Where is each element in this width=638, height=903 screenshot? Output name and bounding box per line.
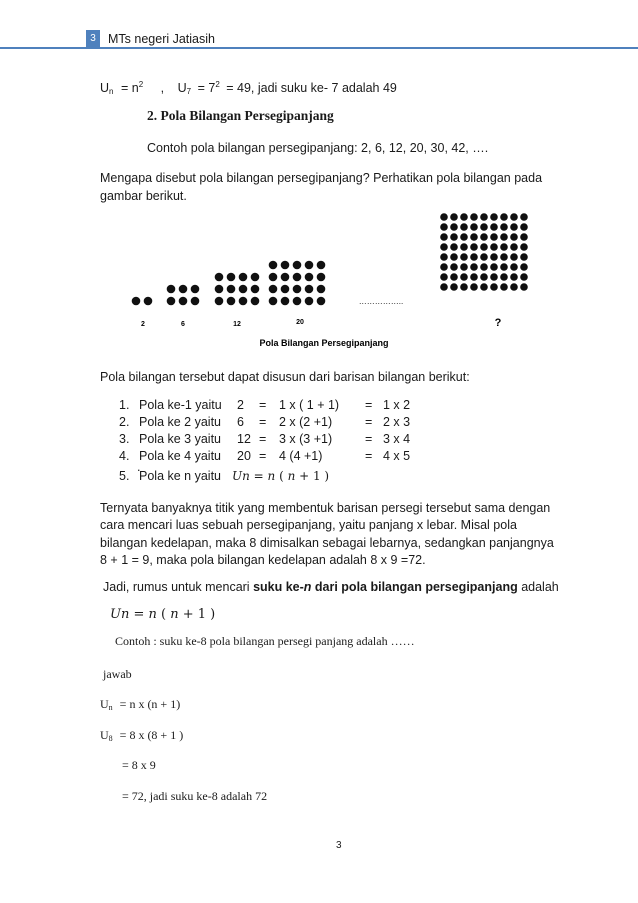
- pattern-unknown-dot: [460, 253, 468, 261]
- pattern-unknown-dot: [510, 243, 518, 251]
- figure-caption: Pola Bilangan Persegipanjang: [259, 338, 389, 348]
- pattern-20-dot: [305, 273, 314, 282]
- pattern-unknown-dot: [510, 233, 518, 241]
- answer-step-1: Un = n x (n + 1): [100, 697, 181, 712]
- list-item-3-eq: =: [259, 432, 267, 446]
- list-item-1-eq: =: [259, 398, 267, 412]
- pattern-unknown-dot: [510, 253, 518, 261]
- pattern-12-dot: [251, 273, 260, 282]
- pattern-unknown-dot: [450, 253, 458, 261]
- list-intro: Pola bilangan tersebut dapat disusun dari barisan bilangan berikut:: [100, 370, 470, 384]
- pattern-12-dot: [251, 285, 260, 294]
- pattern-2-dot: [144, 297, 153, 306]
- pattern-12-dot: [215, 285, 224, 294]
- answer-step-4: = 72, jadi suku ke-8 adalah 72: [122, 789, 268, 803]
- pattern-unknown-dot: [490, 243, 498, 251]
- list-item-4-value: 20: [237, 449, 251, 463]
- pattern-unknown-dot: [460, 213, 468, 221]
- list-item-2-expr: 2 x (2 +1): [279, 415, 333, 429]
- pattern-unknown-dot: [440, 213, 448, 221]
- pattern-unknown-dot: [440, 283, 448, 291]
- pattern-unknown-dot: [490, 253, 498, 261]
- list-item-4-result: 4 x 5: [383, 449, 411, 463]
- pattern-unknown-dot: [470, 283, 478, 291]
- pattern-20-dot: [281, 285, 290, 294]
- list-item-4-label: Pola ke 4 yaitu: [139, 449, 221, 463]
- pattern-unknown-dot: [450, 233, 458, 241]
- list-item-5-formula: 𝑈𝑛 = 𝑛 ( 𝑛 + 1 ): [232, 469, 330, 483]
- pattern-unknown-dot: [440, 263, 448, 271]
- figure-question: ?: [494, 317, 502, 329]
- pattern-unknown-dot: [470, 263, 478, 271]
- pattern-unknown-dot: [460, 283, 468, 291]
- figure-label-20: 20: [296, 319, 304, 326]
- pattern-2: [132, 297, 153, 306]
- pattern-unknown-dot: [440, 243, 448, 251]
- pattern-unknown-dot: [450, 213, 458, 221]
- list-item-1-value: 2: [237, 398, 244, 412]
- pattern-2-dot: [132, 297, 141, 306]
- pattern-unknown-dot: [460, 223, 468, 231]
- pattern-12-dot: [239, 285, 248, 294]
- pattern-unknown-dot: [510, 223, 518, 231]
- pattern-20-dot: [293, 285, 302, 294]
- answer-label: jawab: [103, 667, 132, 681]
- pattern-unknown-dot: [450, 223, 458, 231]
- pattern-unknown-dot: [490, 223, 498, 231]
- list-item-3-expr: 3 x (3 +1): [279, 432, 333, 446]
- pattern-20-dot: [269, 285, 278, 294]
- pattern-unknown-dot: [510, 213, 518, 221]
- pattern-unknown-dot: [510, 263, 518, 271]
- list-item-2-result: 2 x 3: [383, 415, 411, 429]
- pattern-unknown-dot: [480, 253, 488, 261]
- pattern-12: [215, 273, 260, 306]
- list-item-3-label: Pola ke 3 yaitu: [139, 432, 221, 446]
- pattern-unknown-dot: [470, 213, 478, 221]
- list-item-1-result: 1 x 2: [383, 398, 411, 412]
- pattern-20-dot: [317, 273, 326, 282]
- intro-line-1: Mengapa disebut pola bilangan persegipanjang? Perhatikan pola bilangan pada: [100, 171, 543, 185]
- header-title: MTs negeri Jatiasih: [108, 32, 215, 46]
- pattern-unknown-dot: [500, 243, 508, 251]
- list-item-3-result: 3 x 4: [383, 432, 411, 446]
- pattern-20-dot: [281, 273, 290, 282]
- paragraph2-line-4: 8 + 1 = 9, maka pola bilangan kedelapan adalah 8 x 9 =72.: [100, 553, 426, 567]
- list-item-1-num: 1.: [119, 398, 130, 412]
- paragraph2-line-3: bilangan kedelapan, maka 8 dimisalkan sebagai lebarnya, sedangkan panjangnya: [100, 536, 554, 550]
- conclusion-sentence: Jadi, rumus untuk mencari suku ke-n dari pola bilangan persegipanjang adalah: [103, 580, 559, 594]
- pattern-unknown-dot: [490, 233, 498, 241]
- pattern-unknown-dot: [490, 283, 498, 291]
- list-item-3-value: 12: [237, 432, 251, 446]
- formula-line-1: $Un = n^2$ , $U7 = 7^2 = 49$, jadi suku ke- 7 adalah 49: [100, 80, 397, 97]
- list-item-2-num: 2.: [119, 415, 130, 429]
- list-ellipsis-dot: .: [137, 460, 141, 474]
- pattern-unknown-dot: [440, 233, 448, 241]
- pattern-unknown-dot: [500, 213, 508, 221]
- pattern-12-dot: [227, 297, 236, 306]
- list-item-2-eq2: =: [365, 415, 373, 429]
- figure-label-6: 6: [181, 321, 185, 328]
- pattern-unknown-dot: [490, 263, 498, 271]
- pattern-unknown-dot: [460, 263, 468, 271]
- pattern-unknown-dot: [520, 283, 528, 291]
- pattern-20-dot: [305, 261, 314, 270]
- pattern-20-dot: [305, 285, 314, 294]
- pattern-20-dot: [293, 297, 302, 306]
- list-item-3-num: 3.: [119, 432, 130, 446]
- page-number-badge: 3: [86, 30, 100, 48]
- pattern-12-dot: [239, 297, 248, 306]
- pattern-unknown-dot: [440, 253, 448, 261]
- pattern-12-dot: [239, 273, 248, 282]
- pattern-unknown-dot: [520, 263, 528, 271]
- list-item-2-value: 6: [237, 415, 244, 429]
- pattern-unknown-dot: [500, 273, 508, 281]
- figure-ellipsis: ……………..: [358, 297, 404, 306]
- pattern-unknown-dot: [500, 223, 508, 231]
- list-item-1-label: Pola ke-1 yaitu: [139, 398, 222, 412]
- figure-label-2: 2: [141, 321, 145, 328]
- pattern-unknown-dot: [470, 253, 478, 261]
- paragraph2-line-2: cara mencari luas sebuah persegipanjang, yaitu panjang x lebar. Misal pola: [100, 518, 517, 532]
- pattern-12-dot: [215, 297, 224, 306]
- pattern-12-dot: [215, 273, 224, 282]
- pattern-20-dot: [305, 297, 314, 306]
- footer-page-number: 3: [336, 840, 342, 851]
- section-heading: 2. Pola Bilangan Persegipanjang: [147, 108, 334, 123]
- pattern-unknown-dot: [520, 273, 528, 281]
- answer-step-3: = 8 x 9: [122, 758, 156, 772]
- pattern-unknown-dot: [520, 253, 528, 261]
- pattern-unknown-dot: [490, 273, 498, 281]
- pattern-unknown-dot: [480, 223, 488, 231]
- section-example: Contoh pola bilangan persegipanjang: 2, 6, 12, 20, 30, 42, ….: [147, 141, 489, 155]
- pattern-unknown-dot: [470, 223, 478, 231]
- answer-step-2: U8 = 8 x (8 + 1 ): [100, 728, 184, 743]
- pattern-6-dot: [191, 285, 200, 294]
- pattern-20: [269, 261, 326, 306]
- pattern-unknown: [440, 213, 528, 291]
- pattern-12-dot: [251, 297, 260, 306]
- pattern-unknown-dot: [440, 273, 448, 281]
- pattern-unknown-dot: [520, 213, 528, 221]
- pattern-unknown-dot: [480, 213, 488, 221]
- pattern-20-dot: [293, 273, 302, 282]
- list-item-1-expr: 1 x ( 1 + 1): [279, 398, 340, 412]
- pattern-unknown-dot: [480, 273, 488, 281]
- pattern-unknown-dot: [490, 213, 498, 221]
- pattern-unknown-dot: [520, 243, 528, 251]
- pattern-20-dot: [269, 261, 278, 270]
- pattern-unknown-dot: [500, 263, 508, 271]
- example-question: Contoh : suku ke-8 pola bilangan persegi panjang adalah ……: [115, 634, 415, 648]
- pattern-6-dot: [191, 297, 200, 306]
- pattern-unknown-dot: [510, 273, 518, 281]
- pattern-6-dot: [179, 297, 188, 306]
- pattern-6-dot: [179, 285, 188, 294]
- pattern-unknown-dot: [520, 223, 528, 231]
- pattern-12-dot: [227, 273, 236, 282]
- pattern-20-dot: [317, 297, 326, 306]
- list-item-5: 5. Pola ke n yaitu 𝑈𝑛 = 𝑛 ( 𝑛 + 1 ): [119, 469, 330, 483]
- pattern-20-dot: [269, 273, 278, 282]
- pattern-unknown-dot: [500, 253, 508, 261]
- rectangle-pattern-figure: [120, 205, 540, 360]
- pattern-20-dot: [269, 297, 278, 306]
- pattern-unknown-dot: [470, 243, 478, 251]
- list-item-4-eq: =: [259, 449, 267, 463]
- pattern-6: [167, 285, 200, 306]
- pattern-unknown-dot: [460, 243, 468, 251]
- figure-label-12: 12: [233, 321, 241, 328]
- pattern-unknown-dot: [450, 263, 458, 271]
- pattern-unknown-dot: [470, 273, 478, 281]
- list-item-2-label: Pola ke 2 yaitu: [139, 415, 221, 429]
- pattern-20-dot: [281, 261, 290, 270]
- list-item-1-eq2: =: [365, 398, 373, 412]
- pattern-20-dot: [317, 261, 326, 270]
- pattern-unknown-dot: [480, 233, 488, 241]
- header-rule: [0, 47, 638, 49]
- pattern-20-dot: [293, 261, 302, 270]
- pattern-unknown-dot: [510, 283, 518, 291]
- pattern-unknown-dot: [480, 263, 488, 271]
- paragraph2-line-1: Ternyata banyaknya titik yang membentuk barisan persegi tersebut sama dengan: [100, 501, 551, 515]
- list-item-4-expr: 4 (4 +1): [279, 449, 323, 463]
- pattern-unknown-dot: [440, 223, 448, 231]
- intro-line-2: gambar berikut.: [100, 189, 187, 203]
- pattern-unknown-dot: [480, 283, 488, 291]
- pattern-unknown-dot: [460, 233, 468, 241]
- formula-general: 𝑈𝑛 = 𝑛 ( 𝑛 + 1 ): [110, 607, 216, 622]
- pattern-unknown-dot: [450, 243, 458, 251]
- list-item-3-eq2: =: [365, 432, 373, 446]
- pattern-unknown-dot: [520, 233, 528, 241]
- pattern-unknown-dot: [460, 273, 468, 281]
- pattern-unknown-dot: [500, 233, 508, 241]
- pattern-unknown-dot: [450, 283, 458, 291]
- list-item-2-eq: =: [259, 415, 267, 429]
- pattern-unknown-dot: [450, 273, 458, 281]
- pattern-unknown-dot: [480, 243, 488, 251]
- pattern-20-dot: [281, 297, 290, 306]
- pattern-unknown-dot: [470, 233, 478, 241]
- pattern-20-dot: [317, 285, 326, 294]
- list-item-4-num: 4.: [119, 449, 130, 463]
- pattern-12-dot: [227, 285, 236, 294]
- pattern-6-dot: [167, 285, 176, 294]
- pattern-unknown-dot: [500, 283, 508, 291]
- pattern-6-dot: [167, 297, 176, 306]
- list-item-4-eq2: =: [365, 449, 373, 463]
